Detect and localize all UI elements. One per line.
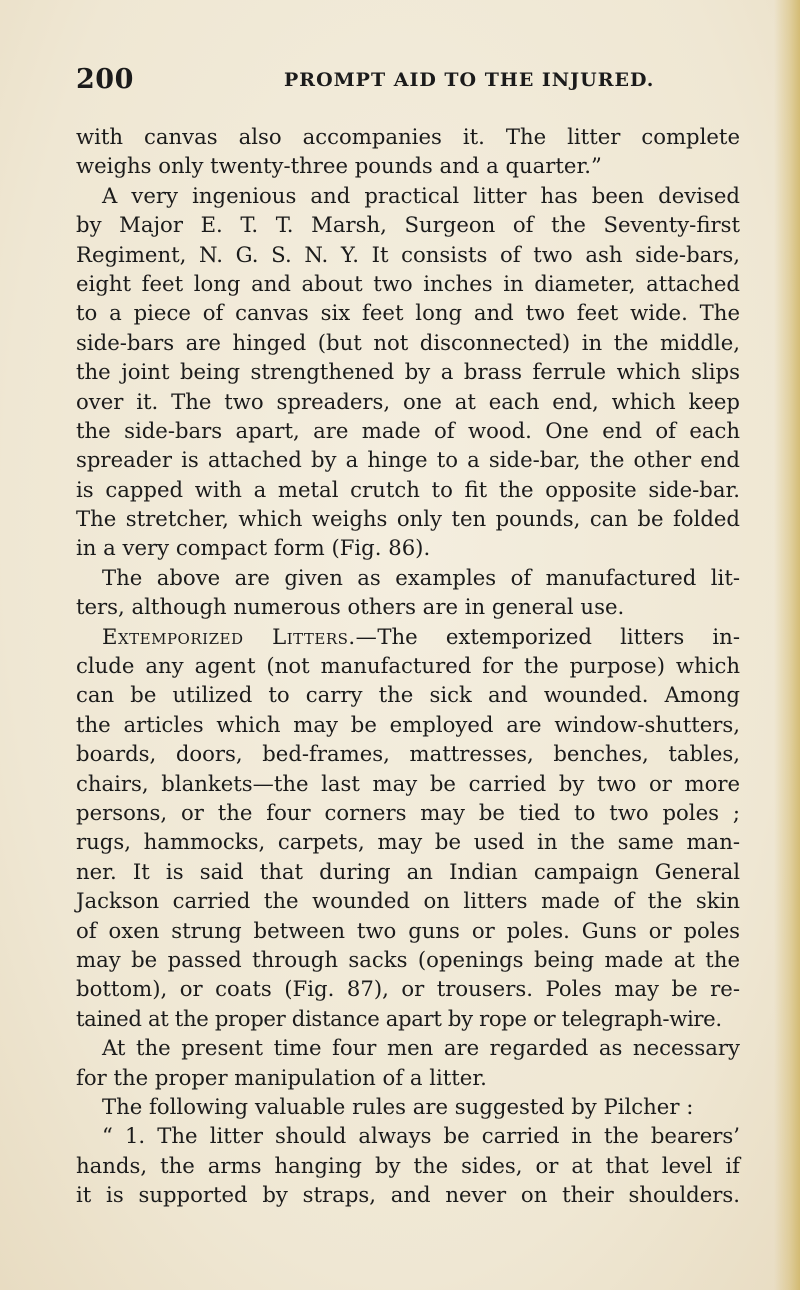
running-head: PROMPT AID TO THE INJURED. <box>284 69 655 91</box>
text-line: clude any agent (not manufactured for the purpose) which <box>76 653 740 679</box>
text-line-with-heading <box>76 622 740 651</box>
text-line: persons, or the four corners may be tied to two poles ; <box>76 799 740 825</box>
text-line: The following valuable rules are suggested by Pilcher : <box>102 1093 694 1119</box>
text-line: The extemporized litters in- <box>377 623 740 649</box>
text-line: The stretcher, which weighs only ten pounds, can be folded <box>76 506 740 532</box>
text-line: to a piece of canvas six feet long and two feet wide. The <box>76 300 740 326</box>
page-number: 200 <box>76 64 134 95</box>
text-line: spreader is attached by a hinge to a side-bar, the other end <box>76 447 740 473</box>
text-line: ters, although numerous others are in general use. <box>76 594 625 620</box>
text-line: chairs, blankets—the last may be carried by two or more <box>76 770 740 796</box>
text-line: is capped with a metal crutch to fit the opposite side-bar. <box>76 476 740 502</box>
page-header <box>76 62 736 98</box>
text-line: hands, the arms hanging by the sides, or at that level if <box>76 1152 740 1178</box>
text-line: over it. The two spreaders, one at each end, which keep <box>76 388 740 414</box>
text-line: side-bars are hinged (but not disconnected) in the middle, <box>76 329 740 355</box>
text-line: can be utilized to carry the sick and wounded. Among <box>76 682 740 708</box>
text-line: boards, doors, bed-frames, mattresses, benches, tables, <box>76 741 740 767</box>
section-heading: Extemporized Litters.— <box>102 623 378 649</box>
text-line: ner. It is said that during an Indian campaign General <box>76 858 740 884</box>
text-line: “ 1. The litter should always be carried in the bearers’ <box>102 1123 740 1149</box>
text-line: bottom), or coats (Fig. 87), or trousers. Poles may be re- <box>76 976 740 1002</box>
text-line: with canvas also accompanies it. The litter complete <box>76 124 740 149</box>
text-line: for the proper manipulation of a litter. <box>76 1064 487 1090</box>
text-line: in a very compact form (Fig. 86). <box>76 535 431 561</box>
page-edge-stain <box>774 0 800 1290</box>
text-line: it is supported by straps, and never on their shoulders. <box>76 1182 740 1208</box>
text-line: tained at the proper distance apart by rope or telegraph-wire. <box>76 1005 722 1031</box>
text-line: rugs, hammocks, carpets, may be used in the same man- <box>76 829 740 855</box>
text-line: Regiment, N. G. S. N. Y. It consists of two ash side-bars, <box>76 241 740 267</box>
body-text <box>76 122 740 1209</box>
text-line: A very ingenious and practical litter has been devised <box>102 182 740 208</box>
text-line: weighs only twenty-three pounds and a quarter.” <box>76 153 602 179</box>
text-line: the articles which may be employed are window-shutters, <box>76 711 740 737</box>
text-line: the joint being strengthened by a brass ferrule which slips <box>76 359 740 385</box>
text-line: the side-bars apart, are made of wood. One end of each <box>76 417 740 443</box>
text-line: by Major E. T. T. Marsh, Surgeon of the Seventy-first <box>76 212 740 238</box>
text-line: At the present time four men are regarded as necessary <box>102 1035 740 1061</box>
text-line: may be passed through sacks (openings being made at the <box>76 946 740 972</box>
text-line: eight feet long and about two inches in diameter, attached <box>76 270 740 296</box>
text-line: of oxen strung between two guns or poles. Guns or poles <box>76 917 740 943</box>
text-line: Jackson carried the wounded on litters made of the skin <box>76 888 740 914</box>
text-line: The above are given as examples of manufactured lit- <box>102 564 740 590</box>
